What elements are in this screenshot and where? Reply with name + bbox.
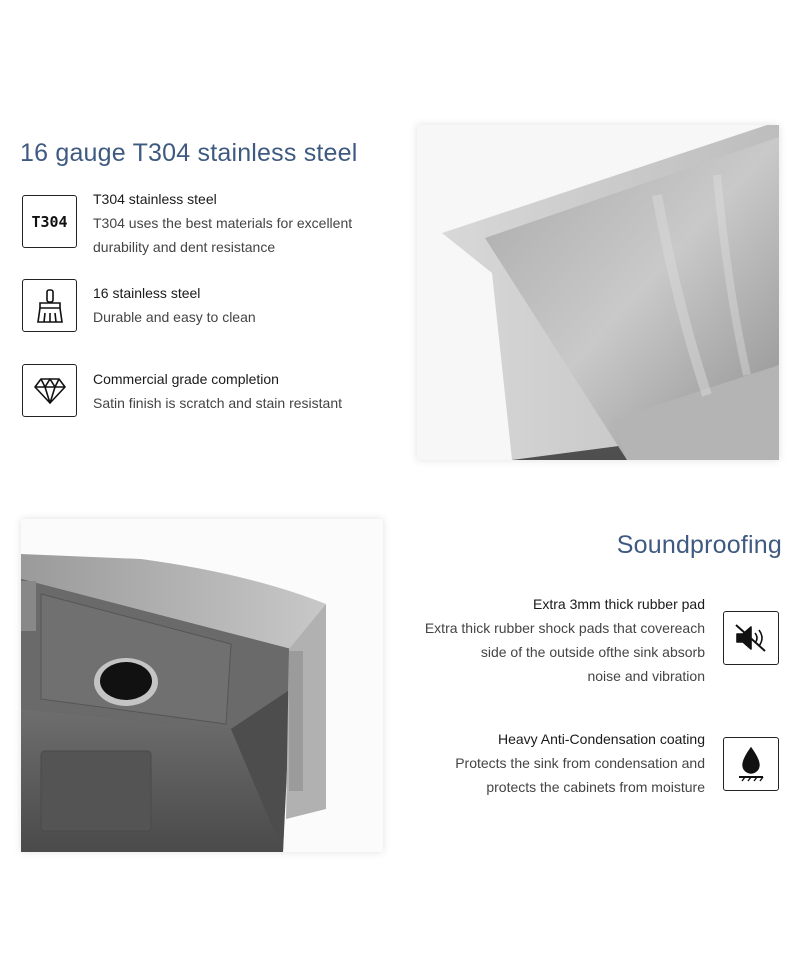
feature-t304 bbox=[93, 187, 393, 259]
feature-title: 16 stainless steel bbox=[93, 285, 201, 301]
t304-icon-text: T304 bbox=[31, 212, 68, 231]
feature-title: Heavy Anti-Condensation coating bbox=[497, 731, 705, 747]
feature-commercial-grade bbox=[93, 367, 393, 415]
feature-desc-line: Satin finish is scratch and stain resistant bbox=[93, 395, 343, 411]
feature-desc-line: Durable and easy to clean bbox=[93, 309, 256, 325]
feature-anti-condensation bbox=[385, 727, 705, 799]
feature-desc-line: Protects the sink from condensation and bbox=[455, 755, 705, 771]
feature-title: Commercial grade completion bbox=[93, 371, 279, 387]
feature-desc-line: Extra thick rubber shock pads that covereach bbox=[424, 620, 705, 636]
feature-title: T304 stainless steel bbox=[93, 191, 217, 207]
feature-title: Extra 3mm thick rubber pad bbox=[533, 596, 705, 612]
section2-title: Soundproofing bbox=[616, 531, 782, 559]
sink-corner-photo bbox=[417, 125, 779, 460]
brush-icon bbox=[22, 279, 77, 332]
feature-desc-line: protects the cabinets from moisture bbox=[486, 779, 705, 795]
feature-desc-line: noise and vibration bbox=[587, 668, 705, 684]
mute-speaker-icon bbox=[723, 611, 779, 665]
feature-desc-line: durability and dent resistance bbox=[93, 239, 276, 255]
t304-icon bbox=[22, 195, 77, 248]
sink-underside-photo bbox=[21, 519, 383, 852]
water-drop-icon bbox=[723, 737, 779, 791]
feature-desc-line: side of the outside ofthe sink absorb bbox=[480, 644, 705, 660]
feature-rubber-pad bbox=[385, 592, 705, 688]
feature-16-steel bbox=[93, 281, 393, 329]
section1-title: 16 gauge T304 stainless steel bbox=[20, 139, 358, 167]
feature-desc-line: T304 uses the best materials for excellent bbox=[93, 215, 353, 231]
diamond-icon bbox=[22, 364, 77, 417]
